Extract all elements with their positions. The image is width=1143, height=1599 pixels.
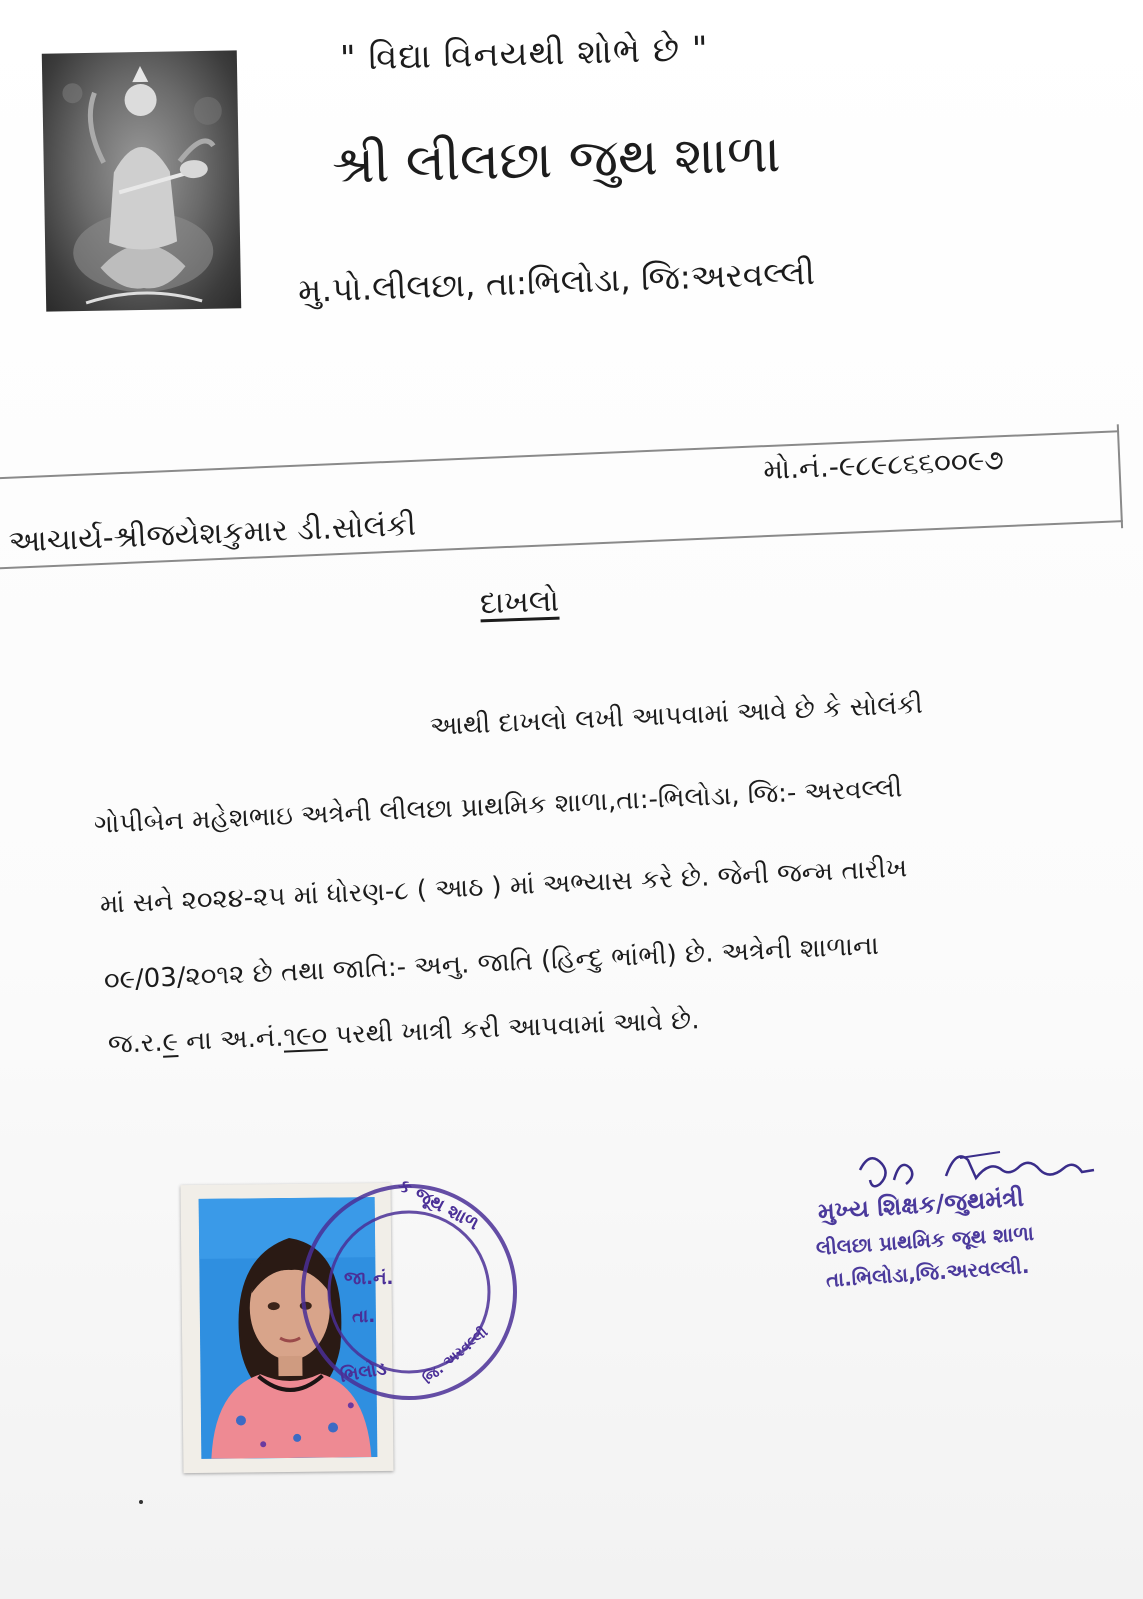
designation-school: લીલછા પ્રાથમિક જૂથ શાળા: [815, 1220, 1035, 1260]
designation-title: મુખ્ય શિક્ષક/જુથમંત્રી: [817, 1183, 1025, 1226]
phone-number: મો.નં.-૯૮૯૮૬૬૦૦૯૭: [762, 443, 1005, 487]
serial-number: ૧૯૦: [282, 1020, 328, 1053]
certificate-line-1: આથી દાખલો લખી આપવામાં આવે છે કે સોલંકી: [429, 689, 924, 742]
certificate-line-4: ૦૯/03/૨૦૧૨ છે તથા જાતિ:- અનુ. જાતિ (હિન્દુ ભાંભી) છે. અત્રેની શાળાના: [103, 930, 880, 996]
school-motto: " વિદ્યા વિનયથી શોભે છે ": [339, 29, 710, 79]
school-name: શ્રી લીલછા જુથ શાળા: [331, 124, 782, 196]
stamp-text-register: જા.નં.: [344, 1268, 394, 1289]
stamp-text-taluka: તા.: [352, 1306, 376, 1327]
certificate-line-2: ગોપીબેન મહેશભાઇ અત્રેની લીલછા પ્રાથમિક શાળા,તા:-ભિલોડા, જિ:- અરવલ્લી: [93, 773, 903, 840]
stamp-text-bottom-right: જિ. અરવલ્લી: [420, 1324, 492, 1388]
line5-middle: ના અ.નં.: [177, 1022, 285, 1058]
principal-name: આચાર્ય-શ્રીજયેશકુમાર ડી.સોલંકી: [7, 507, 417, 560]
certificate-line-5: [107, 1005, 700, 1061]
school-address: મુ.પો.લીલછા, તા:ભિલોડા, જિ:અરવલ્લી: [297, 252, 816, 311]
deity-image: [42, 50, 241, 311]
stamp-text-top: ક જૂથ શાળ: [394, 1174, 483, 1235]
certificate-line-3: માં સને ૨૦૨૪-૨૫ માં ધોરણ-૮ ( આઠ ) માં અભ્યાસ કરે છે. જેની જન્મ તારીખ: [99, 853, 908, 920]
line5-prefix: જ.ર.: [107, 1027, 164, 1060]
designation-address: તા.ભિલોડા,જિ.અરવલ્લી.: [825, 1253, 1030, 1292]
register-number: ૯: [161, 1027, 179, 1058]
certificate-title: દાખલો: [479, 583, 560, 622]
paper-speck: [139, 1500, 143, 1504]
band-divider: [1117, 424, 1123, 528]
line5-suffix: પરથી ખાત્રી કરી આપવામાં આવે છે.: [326, 1005, 701, 1051]
principal-band: [0, 430, 1123, 570]
school-stamp: [296, 1176, 522, 1408]
stamp-text-bottom-left: ભિલોડ: [338, 1358, 388, 1387]
